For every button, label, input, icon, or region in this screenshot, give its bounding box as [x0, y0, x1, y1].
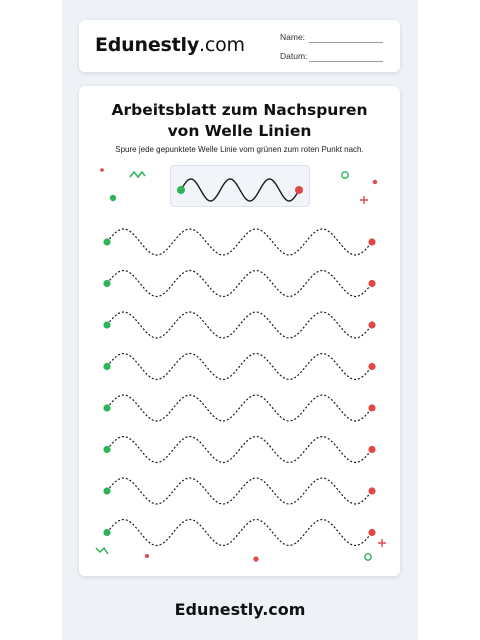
tracing-wave — [107, 520, 372, 546]
example-wave — [181, 179, 299, 201]
title-line-2: von Welle Linien — [167, 122, 312, 140]
dot-icon — [253, 556, 258, 561]
footer-brand: Edunestly.com — [174, 600, 306, 619]
tracing-wave — [107, 395, 372, 421]
dot-icon — [145, 554, 149, 558]
ring-icon — [342, 172, 348, 178]
tracing-wave — [107, 437, 372, 463]
start-dot-icon — [103, 446, 110, 453]
end-dot-icon — [368, 529, 375, 536]
start-dot-icon — [103, 404, 110, 411]
date-label: Datum: — [280, 51, 308, 61]
tracing-wave — [107, 312, 372, 338]
start-dot-icon — [103, 280, 110, 287]
end-dot-icon — [368, 446, 375, 453]
start-dot-icon — [103, 529, 110, 536]
tracing-wave — [107, 478, 372, 504]
dot-icon — [373, 180, 377, 184]
tracing-wave — [107, 271, 372, 297]
start-dot-icon — [103, 321, 110, 328]
example-end-dot — [295, 186, 303, 194]
end-dot-icon — [368, 487, 375, 494]
end-dot-icon — [368, 363, 375, 370]
example-start-dot — [177, 186, 185, 194]
squiggle-icon — [96, 548, 108, 554]
dot-icon — [110, 195, 116, 201]
sparkle-icon — [378, 539, 386, 547]
worksheet-instruction: Spure jede gepunktete Welle Linie vom grünen zum roten Punkt nach. — [115, 145, 364, 154]
start-dot-icon — [103, 238, 110, 245]
end-dot-icon — [368, 238, 375, 245]
end-dot-icon — [368, 404, 375, 411]
start-dot-icon — [103, 363, 110, 370]
title-line-1: Arbeitsblatt zum Nachspuren — [111, 101, 368, 119]
start-dot-icon — [103, 487, 110, 494]
tracing-wave — [107, 229, 372, 255]
tracing-wave — [107, 354, 372, 380]
end-dot-icon — [368, 280, 375, 287]
brand-logo: Edunestly.com — [95, 34, 245, 56]
name-label: Name: — [280, 32, 306, 42]
ring-icon — [365, 554, 371, 560]
squiggle-icon — [130, 172, 145, 177]
sparkle-icon — [360, 196, 368, 204]
end-dot-icon — [368, 321, 375, 328]
dot-icon — [100, 168, 104, 172]
